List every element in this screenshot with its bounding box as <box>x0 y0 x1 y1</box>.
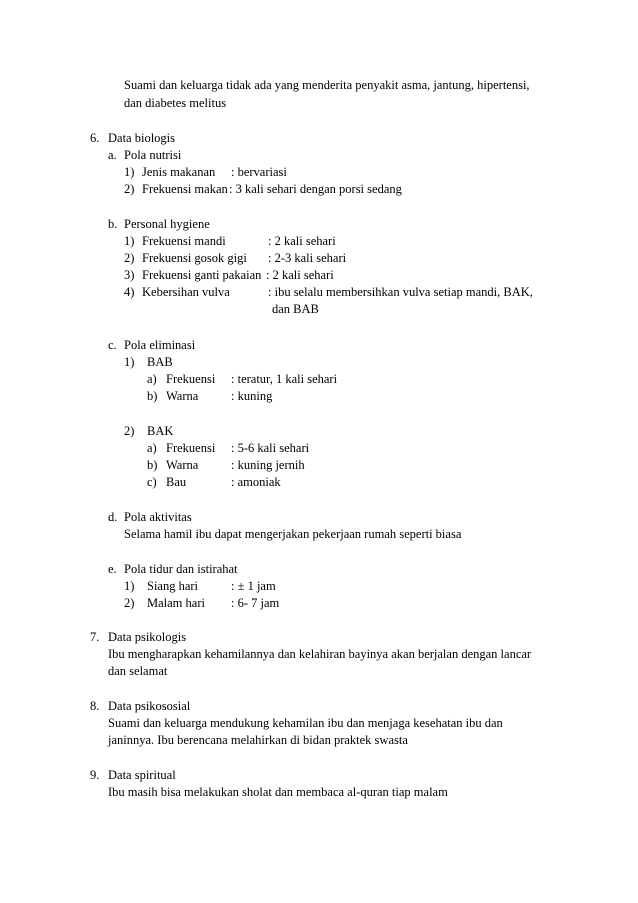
hygiene-item-2-value: : 2-3 kali sehari <box>268 251 347 265</box>
section-7-line-2: dan selamat <box>108 664 168 678</box>
bak-item-1-letter: a) <box>147 441 157 455</box>
bak-item-2-value: : kuning jernih <box>231 458 305 472</box>
nutrisi-item-1-number: 1) <box>124 165 135 179</box>
bab-item-2-value: : kuning <box>231 389 273 403</box>
bab-title: BAB <box>147 355 173 369</box>
hygiene-item-2-label: Frekuensi gosok gigi <box>142 251 247 265</box>
tidur-item-1-value: : ± 1 jam <box>231 579 276 593</box>
section-9-title: Data spiritual <box>108 768 176 782</box>
nutrisi-item-1-value: : bervariasi <box>231 165 287 179</box>
bak-item-2-letter: b) <box>147 458 158 472</box>
hygiene-item-4-label: Kebersihan vulva <box>142 285 230 299</box>
hygiene-item-3-value: : 2 kali sehari <box>266 268 334 282</box>
sub-a-letter: a. <box>108 148 117 162</box>
bak-item-3-letter: c) <box>147 475 157 489</box>
bak-item-1-value: : 5-6 kali sehari <box>231 441 310 455</box>
hygiene-item-4-value: : ibu selalu membersihkan vulva setiap mandi, BAK, <box>268 285 533 299</box>
sub-b-letter: b. <box>108 217 118 231</box>
section-7-line-1: Ibu mengharapkan kehamilannya dan kelahiran bayinya akan berjalan dengan lancar <box>108 647 532 661</box>
bab-number: 1) <box>124 355 135 369</box>
section-9-line-1: Ibu masih bisa melakukan sholat dan membaca al-quran tiap malam <box>108 785 448 799</box>
nutrisi-item-1-label: Jenis makanan <box>142 165 216 179</box>
section-6-title: Data biologis <box>108 131 176 145</box>
sub-d-title: Pola aktivitas <box>124 510 192 524</box>
section-6-number: 6. <box>90 131 100 145</box>
section-8-number: 8. <box>90 699 100 713</box>
sub-c-title: Pola eliminasi <box>124 338 196 352</box>
nutrisi-item-2-number: 2) <box>124 182 135 196</box>
bak-item-3-value: : amoniak <box>231 475 281 489</box>
nutrisi-item-2-label: Frekuensi makan <box>142 182 228 196</box>
section-8-line-2: janinnya. Ibu berencana melahirkan di bidan praktek swasta <box>108 733 408 747</box>
bak-title: BAK <box>147 424 174 438</box>
intro-line-2: dan diabetes melitus <box>124 96 227 110</box>
hygiene-item-4-continuation: dan BAB <box>272 302 319 316</box>
tidur-item-2-number: 2) <box>124 596 135 610</box>
hygiene-item-1-label: Frekuensi mandi <box>142 234 226 248</box>
hygiene-item-1-number: 1) <box>124 234 135 248</box>
bak-item-2-label: Warna <box>166 458 199 472</box>
tidur-item-1-label: Siang hari <box>147 579 199 593</box>
intro-line-1: Suami dan keluarga tidak ada yang menderita penyakit asma, jantung, hipertensi, <box>124 78 530 92</box>
bab-item-2-label: Warna <box>166 389 199 403</box>
bab-item-1-label: Frekuensi <box>166 372 216 386</box>
bak-number: 2) <box>124 424 135 438</box>
bab-item-1-letter: a) <box>147 372 157 386</box>
sub-b-title: Personal hygiene <box>124 217 210 231</box>
hygiene-item-2-number: 2) <box>124 251 135 265</box>
hygiene-item-4-number: 4) <box>124 285 135 299</box>
hygiene-item-1-value: : 2 kali sehari <box>268 234 336 248</box>
hygiene-item-3-number: 3) <box>124 268 135 282</box>
hygiene-item-3-label: Frekuensi ganti pakaian <box>142 268 262 282</box>
sub-a-title: Pola nutrisi <box>124 148 182 162</box>
sub-e-title: Pola tidur dan istirahat <box>124 562 238 576</box>
bak-item-3-label: Bau <box>166 475 187 489</box>
bak-item-1-label: Frekuensi <box>166 441 216 455</box>
tidur-item-1-number: 1) <box>124 579 135 593</box>
aktivitas-text: Selama hamil ibu dapat mengerjakan pekerjaan rumah seperti biasa <box>124 527 462 541</box>
tidur-item-2-value: : 6- 7 jam <box>231 596 280 610</box>
nutrisi-item-2-value: : 3 kali sehari dengan porsi sedang <box>229 182 402 196</box>
section-7-number: 7. <box>90 630 100 644</box>
section-8-title: Data psikososial <box>108 699 191 713</box>
sub-c-letter: c. <box>108 338 117 352</box>
tidur-item-2-label: Malam hari <box>147 596 205 610</box>
bab-item-1-value: : teratur, 1 kali sehari <box>231 372 338 386</box>
section-7-title: Data psikologis <box>108 630 187 644</box>
section-8-line-1: Suami dan keluarga mendukung kehamilan ibu dan menjaga kesehatan ibu dan <box>108 716 503 730</box>
sub-d-letter: d. <box>108 510 118 524</box>
section-9-number: 9. <box>90 768 100 782</box>
bab-item-2-letter: b) <box>147 389 158 403</box>
sub-e-letter: e. <box>108 562 117 576</box>
